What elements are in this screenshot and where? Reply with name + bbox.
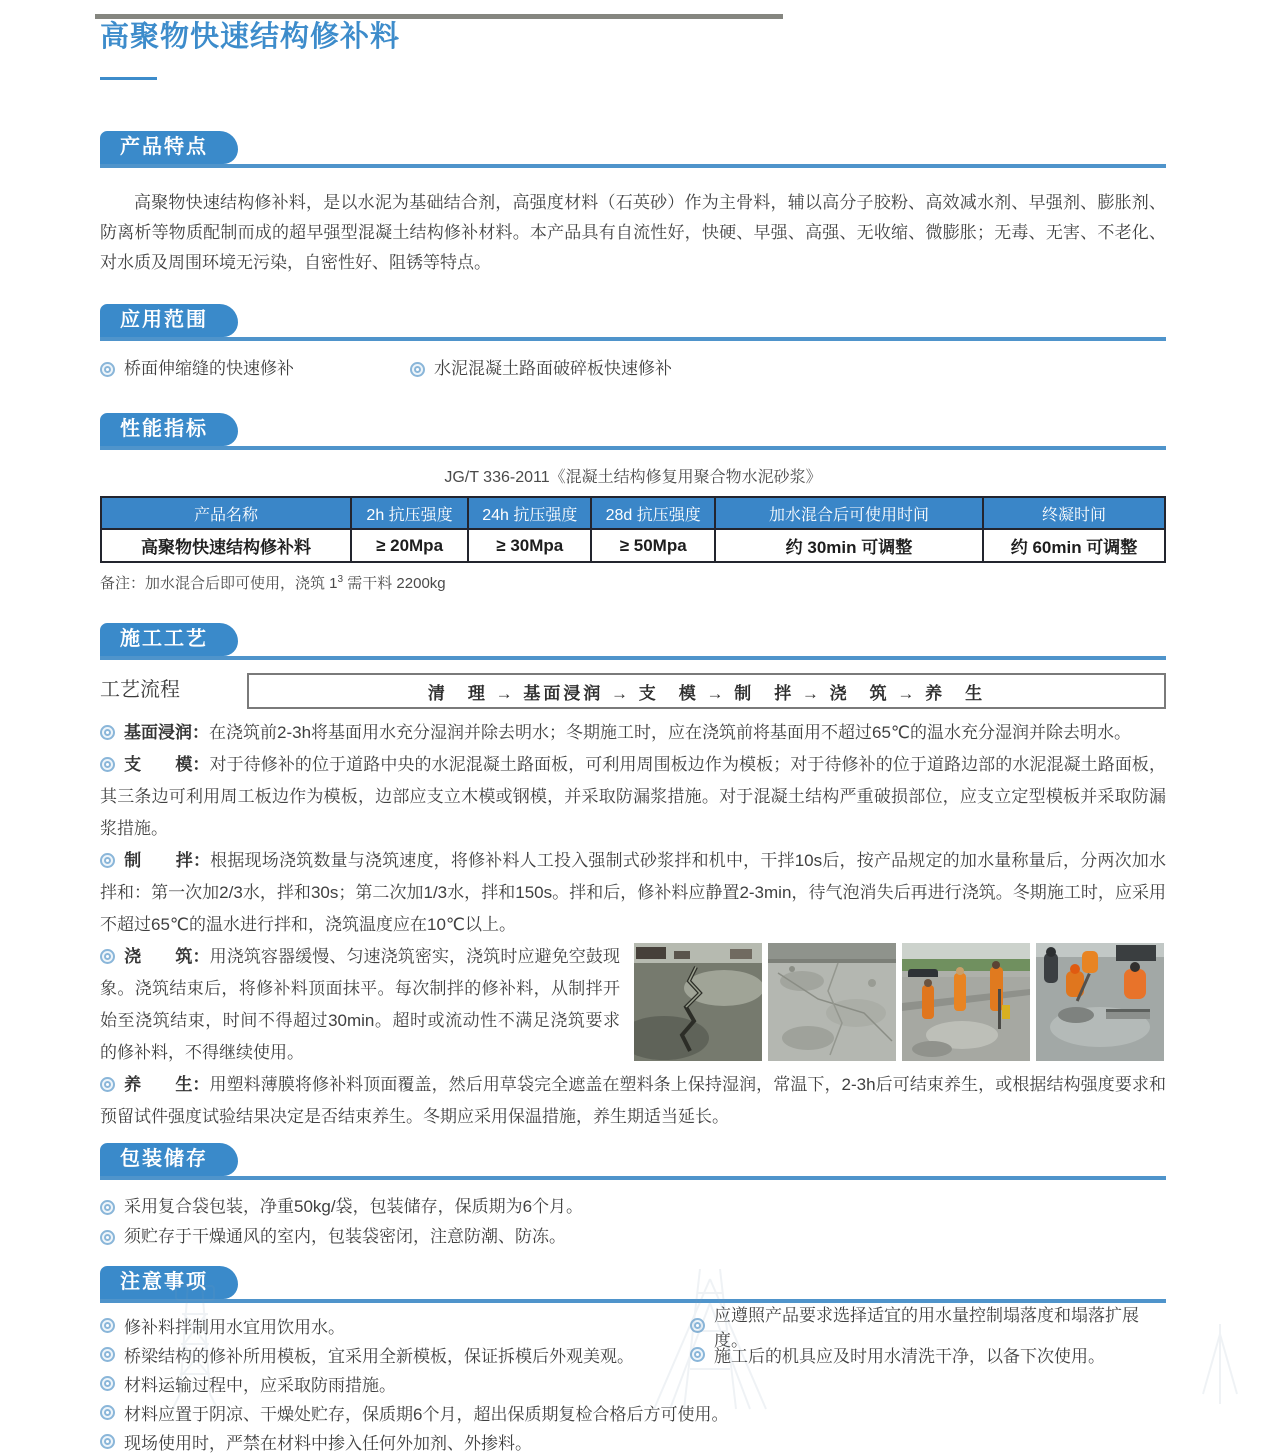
list-item [100,1340,1166,1369]
table-cell: 约 60min 可调整 [983,529,1165,562]
step-text: 对于待修补的位于道路中央的水泥混凝土路面板，可利用周围板边作为模板；对于待修补的位于道路边部的水泥混凝土路面板，其三条边可利用周工板边作为模板，边部应支立木模或钢模，并采取防漏浆措施。对于混凝土结构严重破损部位，应支立定型模板并采取防漏浆措施。 [100,755,1167,838]
process-flow-label: 工艺流程 [100,679,180,701]
circle-bullet-icon [100,725,115,740]
step-mixing [100,845,1166,941]
step-text: 用塑料薄膜将修补料顶面覆盖，然后用草袋完全遮盖在塑料条上保持湿润，常温下，2-3h后可结束养生，或根据结构强度要求和预留试件强度试验结果决定是否结束养生。冬期应采用保温措施，养生期适当延长。 [100,1075,1166,1126]
column-header: 终凝时间 [983,497,1165,529]
remark-text: 备注：加水混合后即可使用，浇筑 1 [100,575,338,592]
performance-tab: 性能指标 [100,413,238,446]
application-tab: 应用范围 [100,304,238,337]
circle-bullet-icon [100,362,115,377]
list-item [690,1340,1105,1369]
step-title: 浇 筑： [124,947,210,966]
list-item [100,355,410,383]
step-wetting [100,717,1166,749]
construction-steps [100,717,1166,1133]
circle-bullet-icon [100,1230,115,1245]
standard-reference: JG/T 336-2011《混凝土结构修复用聚合物水泥砂浆》 [444,469,822,486]
circle-bullet-icon [100,1405,115,1420]
application-item-label: 桥面伸缩缝的快速修补 [124,359,294,378]
step-curing [100,1069,1166,1133]
packaging-tab: 包装储存 [100,1143,238,1176]
process-flow-row [100,673,1166,709]
note-text: 修补料拌制用水宜用饮用水。 [124,1318,345,1337]
table-header-row [101,497,1165,529]
section-application-header [100,304,1166,341]
broken-slab-photo [768,943,896,1061]
features-paragraph: 高聚物快速结构修补料，是以水泥为基础结合剂，高强度材料（石英砂）作为主骨料，辅以高分子胶粉、高效减水剂、早强剂、膨胀剂、防离析等物质配制而成的超早强型混凝土结构修补材料。本产品具有自流性好，快硬、早强、高强、无收缩、微膨胀；无毒、无害、不老化、对水质及周围环境无污染，自密性好、阻锈等特点。 [100,193,1166,272]
step-title: 制 拌： [124,851,211,870]
table-cell: ≥ 50Mpa [591,529,714,562]
note-text: 桥梁结构的修补所用模板，宜采用全新模板，保证拆模后外观美观。 [124,1347,634,1366]
column-header: 24h 抗压强度 [468,497,591,529]
section-features-header [100,131,1166,168]
table-cell: ≥ 20Mpa [351,529,468,562]
packaging-item-text: 采用复合袋包装，净重50kg/袋，包装储存，保质期为6个月。 [124,1197,584,1216]
circle-bullet-icon [100,949,115,964]
table-cell: 约 30min 可调整 [715,529,983,562]
note-text: 材料应置于阴凉、干燥处贮存，保质期6个月，超出保质期复检合格后方可使用。 [124,1405,729,1424]
step-text: 根据现场浇筑数量与浇筑速度，将修补料人工投入强制式砂浆拌和机中，干拌10s后，按产品规定的加水量称量后，分两次加水拌和：第一次加2/3水，拌和30s；第二次加1/3水，拌和150s。拌和后，修补料应静置2-3min，待气泡消失后再进行浇筑。冬期施工时，应采用不超过65℃的温水进行拌和，浇筑温度应在10℃以上。 [100,851,1166,934]
note-text: 应遵照产品要求选择适宜的用水量控制塌落度和塌落扩展度。 [714,1305,1139,1350]
section-construction-header [100,623,1166,660]
list-item [100,1427,1166,1456]
notes-list [100,1305,1166,1456]
step-formwork [100,749,1166,845]
site-photo-strip [634,943,1166,1061]
note-text: 施工后的机具应及时用水清洗干净，以备下次使用。 [714,1347,1105,1366]
list-item [100,1398,1166,1427]
section-packaging-header [100,1143,1166,1180]
process-flow-box: 清 理 → 基面浸润 → 支 模 → 制 拌 → 浇 筑 → 养 生 [247,673,1166,709]
note-text: 现场使用时，严禁在材料中掺入任何外加剂、外掺料。 [124,1434,532,1453]
column-header: 28d 抗压强度 [591,497,714,529]
circle-bullet-icon [100,1077,115,1092]
list-item [100,1222,1166,1252]
performance-table [100,496,1166,563]
circle-bullet-icon [100,1434,115,1449]
road-repair-crew-photo [902,943,1030,1061]
list-item [100,1305,1166,1350]
table-remark [100,572,1166,593]
table-row [101,529,1165,562]
page-title: 高聚物快速结构修补料 [100,21,401,53]
list-item [410,355,672,383]
remark-text: 需干料 2200kg [343,575,446,592]
features-tab: 产品特点 [100,131,238,164]
application-list [100,355,1166,383]
step-title: 基面浸润： [124,723,209,742]
step-text: 在浇筑前2-3h将基面用水充分湿润并除去明水；冬期施工时，应在浇筑前将基面用不超过65℃的温水充分湿润并除去明水。 [209,723,1132,742]
circle-bullet-icon [100,1376,115,1391]
column-header: 2h 抗压强度 [351,497,468,529]
remark-superscript: 3 [337,574,344,585]
list-item [100,1369,1166,1398]
application-item-label: 水泥混凝土路面破碎板快速修补 [434,359,672,378]
circle-bullet-icon [690,1318,705,1333]
construction-tab: 施工工艺 [100,623,238,656]
table-cell: 高聚物快速结构修补料 [101,529,351,562]
step-text: 用浇筑容器缓慢、匀速浇筑密实，浇筑时应避免空鼓现象。浇筑结束后，将修补料顶面抹平。每次制拌的修补料，从制拌开始至浇筑结束，时间不得超过30min。超时或流动性不满足浇筑要求的修补料，不得继续使用。 [100,947,621,1062]
circle-bullet-icon [100,757,115,772]
step-title: 养 生： [124,1075,210,1094]
circle-bullet-icon [100,1347,115,1362]
note-text: 材料运输过程中，应采取防雨措施。 [124,1376,396,1395]
circle-bullet-icon [100,853,115,868]
circle-bullet-icon [690,1347,705,1362]
column-header: 产品名称 [101,497,351,529]
packaging-list [100,1192,1166,1252]
step-title: 支 模： [124,755,210,774]
title-underline [100,77,157,80]
list-item [100,1192,1166,1222]
cracked-pavement-photo [634,943,762,1061]
column-header: 加水混合后可使用时间 [715,497,983,529]
product-datasheet-page [0,14,1279,1456]
section-performance-header [100,413,1166,450]
pavement-patching-photo [1036,943,1164,1061]
circle-bullet-icon [100,1200,115,1215]
circle-bullet-icon [410,362,425,377]
notes-tab: 注意事项 [100,1266,238,1299]
circle-bullet-icon [100,1318,115,1333]
section-notes-header [100,1266,1166,1303]
packaging-item-text: 须贮存于干燥通风的室内，包装袋密闭，注意防潮、防冻。 [124,1227,566,1246]
table-cell: ≥ 30Mpa [468,529,591,562]
list-item [690,1305,1166,1350]
